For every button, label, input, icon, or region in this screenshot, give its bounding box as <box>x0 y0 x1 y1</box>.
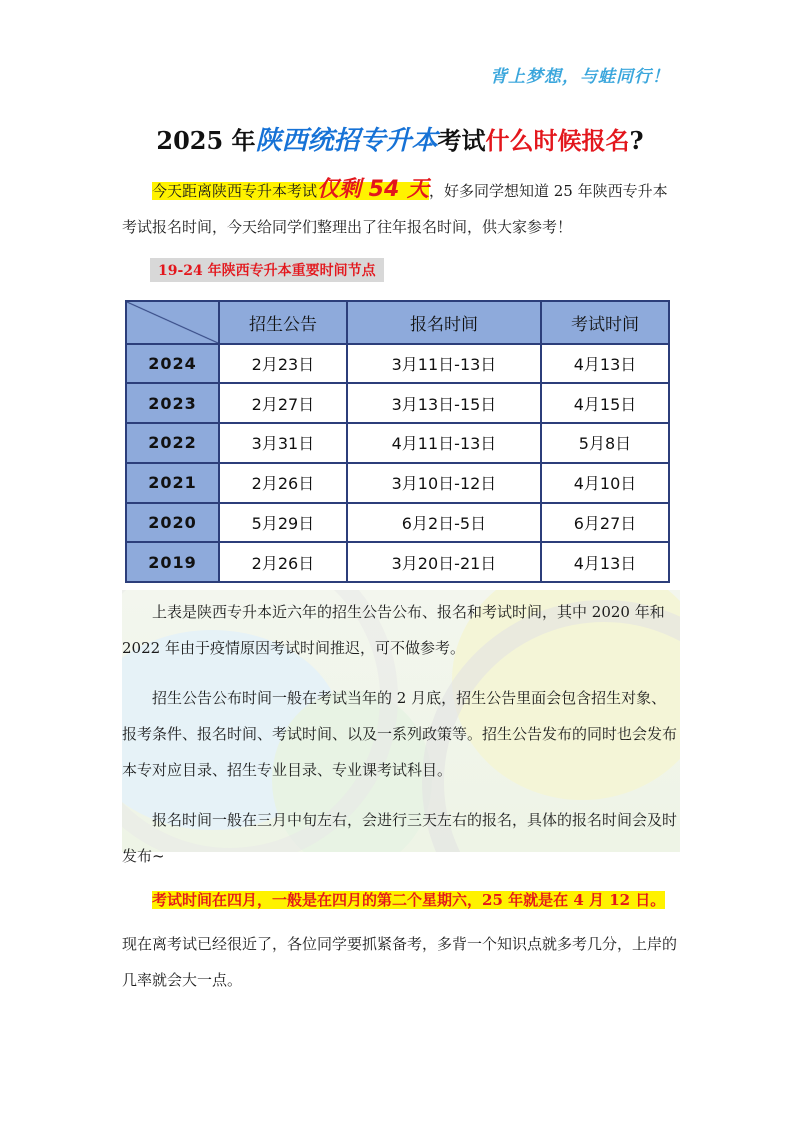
table-row <box>127 464 668 502</box>
announce-cell: 2月26日 <box>220 464 346 502</box>
announce-cell: 2月26日 <box>220 543 346 581</box>
header-announce: 招生公告 <box>220 302 346 343</box>
register-cell: 3月20日-21日 <box>348 543 540 581</box>
slogan-text: 背上梦想，与蛙同行！ <box>490 67 670 87</box>
header-register: 报名时间 <box>348 302 540 343</box>
announce-cell: 5月29日 <box>220 504 346 542</box>
register-cell: 6月2日-5日 <box>348 504 540 542</box>
table-row <box>127 424 668 462</box>
section-heading: 19-24 年陕西专升本重要时间节点 <box>150 258 384 282</box>
intro-rest: ，好多同学想知道 25 年陕西专升本考试报名时间，今天给同学们整理出了往年报名时间，供大家参考！ <box>122 182 668 236</box>
exam-cell: 4月10日 <box>542 464 668 502</box>
register-cell: 4月11日-13日 <box>348 424 540 462</box>
intro-highlight <box>152 177 429 202</box>
year-cell: 2024 <box>127 345 218 383</box>
year-cell: 2020 <box>127 504 218 542</box>
paragraph-exam-date <box>122 882 680 918</box>
title-question: 什么时候报名 <box>485 126 630 155</box>
year-cell: 2023 <box>127 384 218 422</box>
paragraph-announcement: 招生公告公布时间一般在考试当年的 2 月底，招生公告里面会包含招生对象、报考条件、报名时间、考试时间、以及一系列政策等。招生公告发布的同时也会发布本专对应目录、招生专业目录、专业课考试科目。 <box>122 689 678 779</box>
announce-cell: 2月27日 <box>220 384 346 422</box>
year-cell: 2021 <box>127 464 218 502</box>
exam-date-highlight: 考试时间在四月，一般是在四月的第二个星期六，25 年就是在 4 月 12 日。 <box>152 891 666 909</box>
page-title <box>0 120 800 157</box>
title-year: 2025 年 <box>156 126 256 155</box>
header-exam: 考试时间 <box>542 302 668 343</box>
table-corner-cell <box>127 302 218 343</box>
paragraph-closing: 现在离考试已经很近了，各位同学要抓紧备考，多背一个知识点就多考几分，上岸的几率就会大一点。 <box>122 935 678 989</box>
year-cell: 2022 <box>127 424 218 462</box>
table-row <box>127 384 668 422</box>
schedule-table <box>125 300 670 583</box>
table-row <box>127 543 668 581</box>
table-row <box>127 504 668 542</box>
paragraph-registration: 报名时间一般在三月中旬左右，会进行三天左右的报名，具体的报名时间会及时发布~ <box>122 811 678 865</box>
register-cell: 3月13日-15日 <box>348 384 540 422</box>
title-exam: 考试 <box>437 126 486 155</box>
exam-cell: 4月13日 <box>542 345 668 383</box>
exam-cell: 5月8日 <box>542 424 668 462</box>
table-row <box>127 345 668 383</box>
table-header-row <box>127 302 668 343</box>
register-cell: 3月11日-13日 <box>348 345 540 383</box>
paragraph-table-note: 上表是陕西专升本近六年的招生公告公布、报名和考试时间，其中 2020 年和 2022 年由于疫情原因考试时间推迟，可不做参考。 <box>122 603 665 657</box>
announce-cell: 3月31日 <box>220 424 346 462</box>
title-exam-name: 陕西统招专升本 <box>255 126 438 156</box>
year-cell: 2019 <box>127 543 218 581</box>
intro-highlight-lead: 今天距离陕西专升本考试 <box>152 182 318 200</box>
register-cell: 3月10日-12日 <box>348 464 540 502</box>
exam-cell: 6月27日 <box>542 504 668 542</box>
title-question-mark: ? <box>629 126 644 155</box>
intro-paragraph <box>122 172 680 245</box>
days-left: 仅剩 54 天 <box>317 177 429 202</box>
announce-cell: 2月23日 <box>220 345 346 383</box>
exam-cell: 4月13日 <box>542 543 668 581</box>
exam-cell: 4月15日 <box>542 384 668 422</box>
